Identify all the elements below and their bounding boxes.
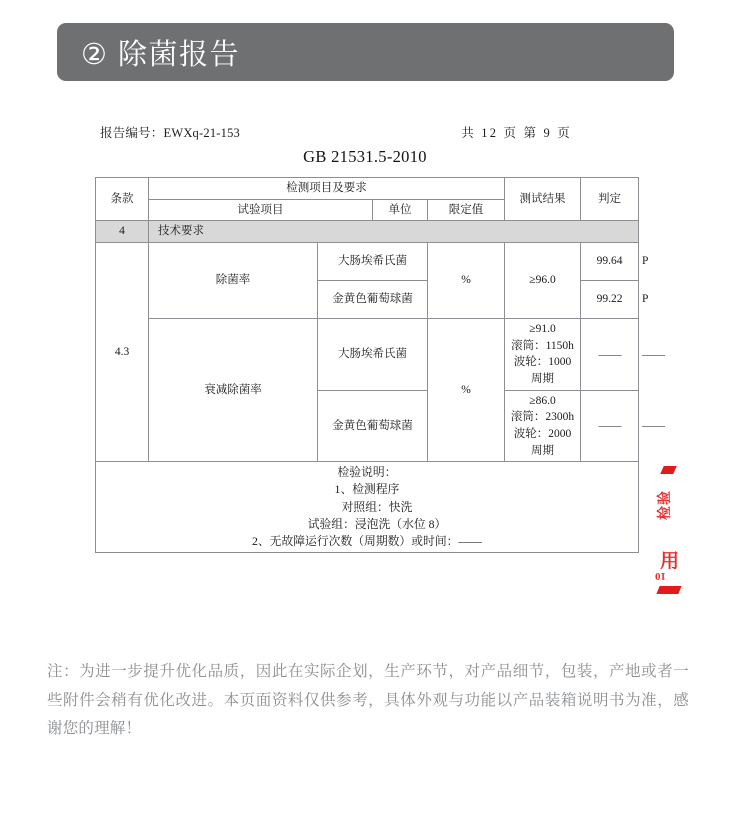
seal-text-top: 检验	[658, 490, 673, 520]
table-row: 4.3 除菌率 大肠埃希氏菌 % ≥96.0 99.64 P	[96, 243, 639, 281]
limit-line: ≥86.0	[529, 394, 556, 407]
header-group-title: 检测项目及要求	[149, 178, 505, 200]
header-test-result: 测试结果	[505, 178, 581, 221]
limit-line: 波轮：1000 周期	[513, 356, 572, 386]
section-clause: 4	[96, 221, 149, 243]
header-limit-value: 限定值	[428, 199, 505, 221]
table-notes-row	[96, 462, 639, 552]
table-header-row-1	[96, 178, 639, 200]
seal-char: 用	[660, 551, 680, 572]
seal-stroke-icon	[656, 586, 681, 594]
seal-number: 10	[655, 570, 666, 582]
limit-line: ≥91.0	[529, 323, 556, 336]
limit-line: 滚筒：2300h	[510, 411, 575, 424]
table-row: 金黄色葡萄球菌 ≥86.0 滚筒：2300h 波轮：2000 周期 —— ——	[96, 390, 639, 462]
table-section-row	[96, 221, 639, 243]
header-unit: 单位	[373, 199, 428, 221]
red-seal-fragment-bottom	[652, 546, 692, 608]
limit-sterilization-rate: ≥96.0	[505, 243, 581, 319]
header-test-item: 试验项目	[149, 199, 373, 221]
limit-attenuation-staph	[505, 390, 581, 462]
table-row: 衰减除菌率 大肠埃希氏菌 % ≥91.0 滚筒：1150h 波轮：1000 周期 —— ——	[96, 319, 639, 391]
red-seal-fragment-top	[652, 466, 686, 522]
header-clause: 条款	[96, 178, 149, 221]
limit-line: 滚筒：1150h	[511, 339, 574, 352]
result-ecoli-1: 99.64	[581, 243, 639, 281]
notes-title: 检验说明：	[337, 465, 397, 480]
section-title: ② 除菌报告	[81, 38, 241, 71]
header-judgement: 判定	[581, 178, 639, 221]
section-header-banner	[57, 23, 674, 81]
test-report-table	[95, 177, 664, 553]
result-ecoli-2: ——	[581, 319, 639, 391]
result-staph-2: ——	[581, 390, 639, 462]
limit-attenuation-ecoli	[505, 319, 581, 391]
unit-attenuation-rate: %	[428, 319, 505, 462]
notes-line-3: 试验组：浸泡洗（水位 8）	[307, 516, 447, 531]
standard-title: GB 21531.5-2010	[303, 147, 427, 166]
section-label: 技术要求	[149, 221, 639, 243]
result-staph-1: 99.22	[581, 281, 639, 319]
test-item-staph-2: 金黄色葡萄球菌	[318, 390, 428, 462]
limit-line: 波轮：2000 周期	[513, 428, 572, 457]
clause-4-3: 4.3	[96, 243, 149, 462]
test-item-ecoli-2: 大肠埃希氏菌	[318, 319, 428, 391]
group-name-sterilization-rate: 除菌率	[149, 243, 318, 319]
disclaimer-note: 注：为进一步提升优化品质，因此在实际企划，生产环节，对产品细节，包装，产地或者一些附件会稍有优化改进。本页面资料仅供参考，具体外观与功能以产品装箱说明书为准，感谢您的理解！	[47, 663, 689, 738]
test-item-ecoli-1: 大肠埃希氏菌	[318, 243, 428, 281]
report-number: 报告编号：EWXq-21-153	[100, 126, 240, 140]
inspection-notes	[96, 462, 639, 552]
report-meta-row	[100, 123, 580, 141]
page-number: 共 12 页 第 9 页	[461, 126, 572, 140]
group-name-attenuation-rate	[149, 319, 318, 462]
group-name-attenuation-label: 衰减除菌率	[204, 383, 262, 396]
seal-stroke-icon	[660, 466, 677, 474]
notes-line-1: 1、检测程序	[334, 482, 400, 497]
notes-line-4: 2、无故障运行次数（周期数）或时间：——	[251, 533, 483, 548]
table-row: 金黄色葡萄球菌 99.22 P	[96, 281, 639, 319]
unit-sterilization-rate: %	[428, 243, 505, 319]
test-item-staph-1: 金黄色葡萄球菌	[318, 281, 428, 319]
notes-line-2: 对照组：快洗	[341, 499, 413, 514]
